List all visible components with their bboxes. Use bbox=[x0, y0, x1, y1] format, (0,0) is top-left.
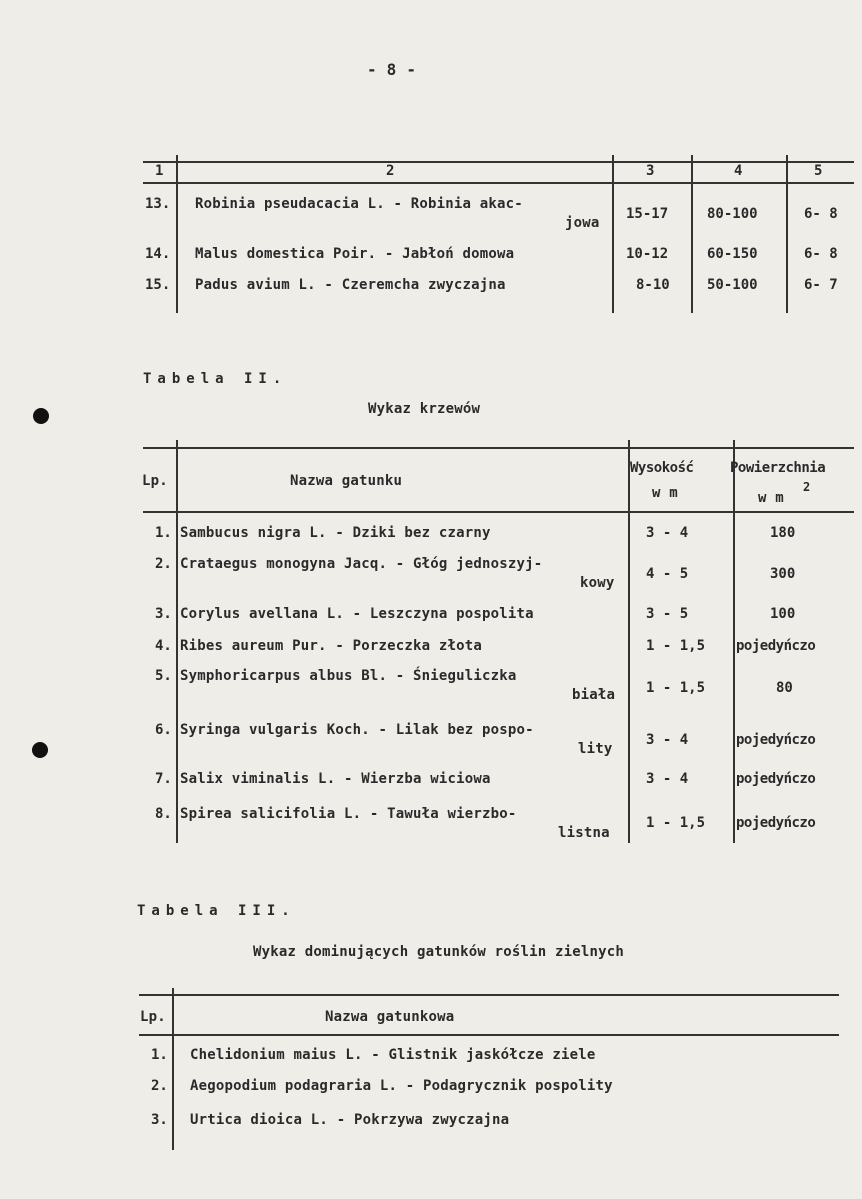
height-value: 3 - 4 bbox=[646, 732, 689, 748]
table-3-header-rule bbox=[139, 1034, 839, 1036]
height-value: 10-12 bbox=[626, 246, 669, 262]
species-name-cont: listna bbox=[558, 825, 610, 841]
row-number: 4. bbox=[155, 638, 172, 654]
species-name: Chelidonium maius L. - Glistnik jaskółcze ziele bbox=[190, 1047, 596, 1063]
species-name: Syringa vulgaris Koch. - Lilak bez pospo- bbox=[180, 722, 534, 738]
page-number: - 8 - bbox=[367, 60, 417, 79]
table-2-header-name: Nazwa gatunku bbox=[290, 473, 403, 489]
table-3-top-rule bbox=[139, 994, 839, 996]
height-value: 1 - 1,5 bbox=[646, 638, 706, 654]
table-2-label: Tabela II. bbox=[143, 371, 288, 387]
species-name-cont: kowy bbox=[580, 575, 615, 591]
height-value: 3 - 4 bbox=[646, 525, 689, 541]
table-2-header-area-unit: w m bbox=[758, 490, 784, 506]
area-value: 100 bbox=[770, 606, 796, 622]
table-1-header-3: 3 bbox=[646, 163, 655, 179]
species-name: Sambucus nigra L. - Dziki bez czarny bbox=[180, 525, 491, 541]
area-value: 300 bbox=[770, 566, 796, 582]
table-1-col-divider bbox=[612, 155, 614, 313]
table-2-header-height: Wysokość bbox=[630, 460, 694, 476]
range-value: 50-100 bbox=[707, 277, 758, 293]
row-number: 14. bbox=[145, 246, 171, 262]
table-1-col-divider bbox=[176, 155, 178, 313]
row-number: 6. bbox=[155, 722, 172, 738]
range-value: 6- 8 bbox=[804, 206, 838, 222]
row-number: 13. bbox=[145, 196, 171, 212]
height-value: 3 - 5 bbox=[646, 606, 689, 622]
table-2-header-area: Powierzchnia bbox=[730, 460, 826, 476]
table-2-col-divider bbox=[628, 440, 630, 843]
row-number: 5. bbox=[155, 668, 172, 684]
height-value: 15-17 bbox=[626, 206, 669, 222]
table-1-header-4: 4 bbox=[734, 163, 743, 179]
table-2-col-divider bbox=[176, 440, 178, 843]
species-name: Crataegus monogyna Jacq. - Głóg jednoszyj- bbox=[180, 556, 543, 572]
table-2-header-lp: Lp. bbox=[142, 473, 168, 489]
table-3-header-name: Nazwa gatunkowa bbox=[325, 1009, 455, 1025]
species-name: Robinia pseudacacia L. - Robinia akac- bbox=[195, 196, 523, 212]
range-value: 6- 8 bbox=[804, 246, 838, 262]
table-1-col-divider bbox=[691, 155, 693, 313]
table-3-col-divider bbox=[172, 988, 174, 1150]
table-2-header-rule bbox=[143, 511, 854, 513]
height-value: 3 - 4 bbox=[646, 771, 689, 787]
species-name: Malus domestica Poir. - Jabłoń domowa bbox=[195, 246, 515, 262]
row-number: 2. bbox=[151, 1078, 168, 1094]
table-1-col-divider bbox=[786, 155, 788, 313]
row-number: 3. bbox=[155, 606, 172, 622]
species-name: Aegopodium podagraria L. - Podagrycznik pospolity bbox=[190, 1078, 613, 1094]
table-3-title: Wykaz dominujących gatunków roślin zielnych bbox=[253, 944, 625, 960]
table-2-header-area-sup: 2 bbox=[803, 480, 811, 494]
range-value: 60-150 bbox=[707, 246, 758, 262]
species-name-cont: biała bbox=[572, 687, 616, 703]
species-name: Corylus avellana L. - Leszczyna pospolita bbox=[180, 606, 534, 622]
table-3-label: Tabela III. bbox=[137, 903, 296, 919]
species-name-cont: lity bbox=[578, 741, 613, 757]
species-name: Ribes aureum Pur. - Porzeczka złota bbox=[180, 638, 483, 654]
table-1-header-rule bbox=[143, 182, 854, 184]
height-value: 1 - 1,5 bbox=[646, 680, 706, 696]
binder-hole-top bbox=[33, 408, 49, 424]
area-value: 180 bbox=[770, 525, 796, 541]
area-value: 80 bbox=[776, 680, 793, 696]
area-value: pojedyńczo bbox=[736, 771, 816, 787]
table-2-top-rule bbox=[143, 447, 854, 449]
row-number: 3. bbox=[151, 1112, 168, 1128]
table-2-title: Wykaz krzewów bbox=[368, 401, 481, 417]
range-value: 6- 7 bbox=[804, 277, 838, 293]
species-name-cont: jowa bbox=[565, 215, 600, 231]
table-1-header-5: 5 bbox=[814, 163, 823, 179]
area-value: pojedyńczo bbox=[736, 638, 816, 654]
table-2-header-height-unit: w m bbox=[652, 485, 678, 501]
table-1-header-1: 1 bbox=[155, 163, 164, 179]
row-number: 15. bbox=[145, 277, 171, 293]
row-number: 2. bbox=[155, 556, 172, 572]
height-value: 8-10 bbox=[636, 277, 670, 293]
height-value: 4 - 5 bbox=[646, 566, 689, 582]
species-name: Salix viminalis L. - Wierzba wiciowa bbox=[180, 771, 491, 787]
range-value: 80-100 bbox=[707, 206, 758, 222]
table-2-col-divider bbox=[733, 440, 735, 843]
species-name: Padus avium L. - Czeremcha zwyczajna bbox=[195, 277, 506, 293]
table-1-header-2: 2 bbox=[386, 163, 395, 179]
table-1-top-rule bbox=[143, 161, 854, 163]
species-name: Spirea salicifolia L. - Tawuła wierzbo- bbox=[180, 806, 517, 822]
row-number: 8. bbox=[155, 806, 172, 822]
species-name: Urtica dioica L. - Pokrzywa zwyczajna bbox=[190, 1112, 510, 1128]
row-number: 1. bbox=[155, 525, 172, 541]
area-value: pojedyńczo bbox=[736, 732, 816, 748]
height-value: 1 - 1,5 bbox=[646, 815, 706, 831]
table-3-header-lp: Lp. bbox=[140, 1009, 166, 1025]
row-number: 7. bbox=[155, 771, 172, 787]
area-value: pojedyńczo bbox=[736, 815, 816, 831]
row-number: 1. bbox=[151, 1047, 168, 1063]
binder-hole-bottom bbox=[32, 742, 48, 758]
species-name: Symphoricarpus albus Bl. - Śnieguliczka bbox=[180, 668, 517, 684]
